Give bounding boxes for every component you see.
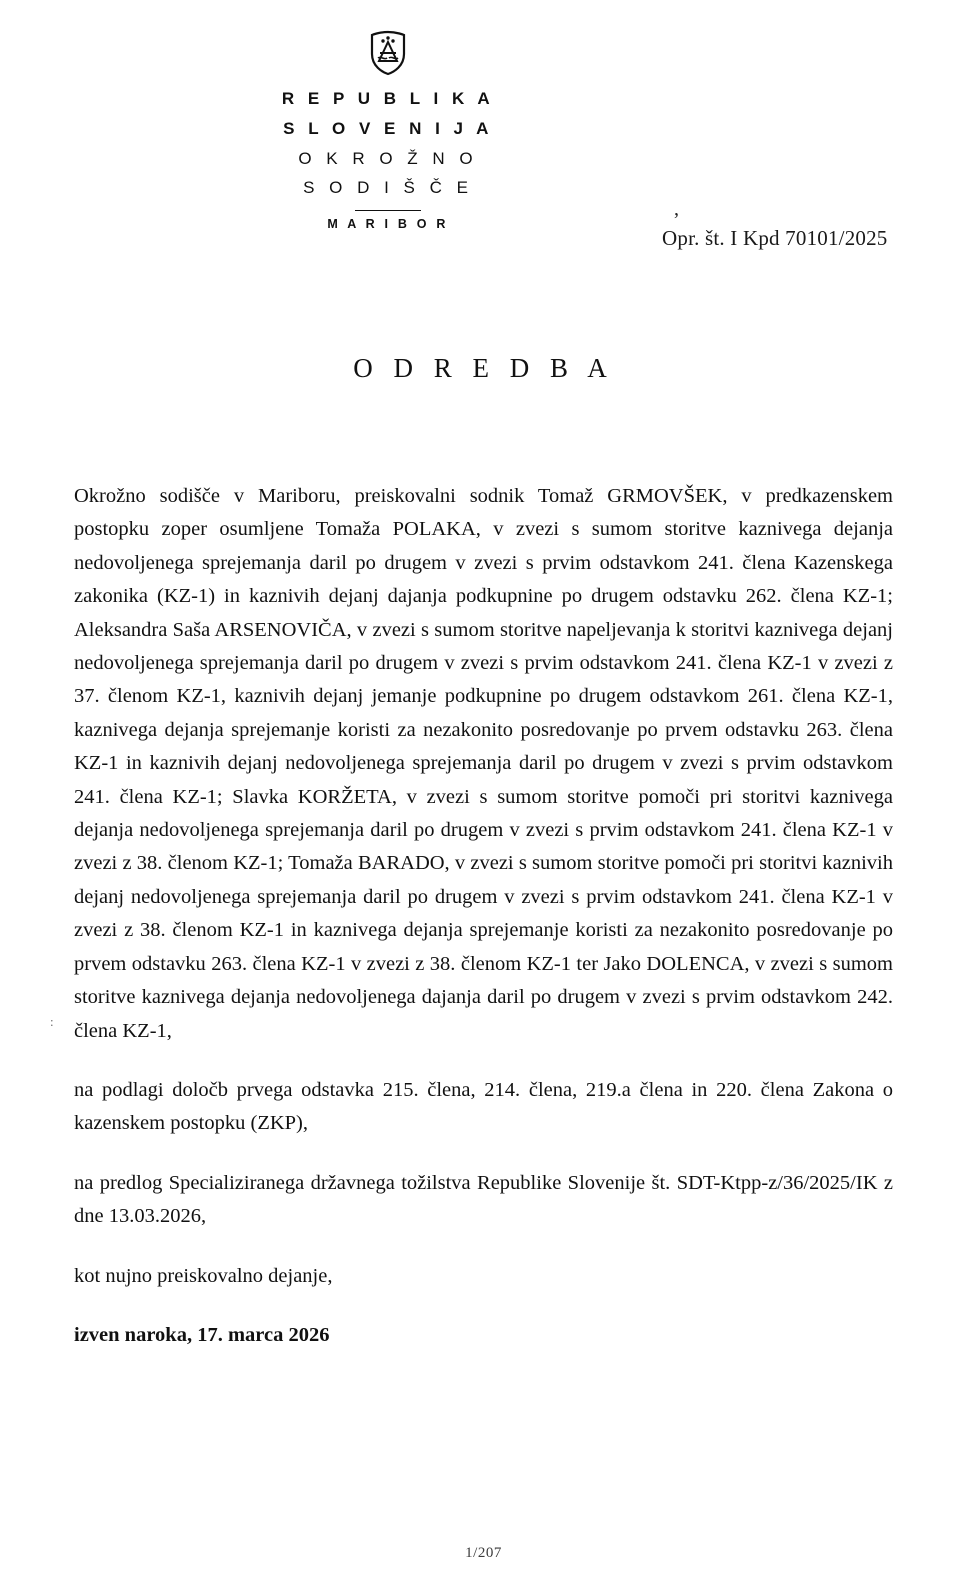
paragraph-urgent-act: kot nujno preiskovalno dejanje, (74, 1264, 333, 1287)
letterhead-city: M A R I B O R (327, 217, 449, 231)
letterhead (74, 30, 893, 251)
paragraph-session-date: izven naroka, 17. marca 2026 (74, 1323, 330, 1346)
page-footer (0, 1545, 967, 1562)
document-body (74, 480, 893, 1352)
paragraph-parties: Okrožno sodišče v Mariboru, preiskovalni sodnik Tomaž GRMOVŠEK, v predkazenskem postopku zoper osumljene Tomaža POLAKA, v zvezi s sumom storitve kaznivega dejanja nedovoljenega sprejemanja daril po drugem v zvezi s prvim odstavkom 241. člena Kazenskega zakonika (KZ-1) in kaznivih dejanj dajanja podkupnine po drugem odstavku 262. člena KZ-1; Aleksandra Saša ARSENOVIČA, v zvezi s sumom storitve napeljevanja k storitvi kaznivega dejanj nedovoljenega sprejemanja daril po drugem v zvezi s prvim odstavkom 241. člena KZ-1 v zvezi z 37. členom KZ-1, kaznivih dejanj jemanje podkupnine po drugem odstavkom 261. člena KZ-1, kaznivega dejanja sprejemanje koristi za nezakonito posredovanje po prvem odstavku 263. člena KZ-1 in kaznivih dejanj nedovoljenega sprejemanja daril po drugem v zvezi s prvim odstavkom 241. člena KZ-1; Slavka KORŽETA, v zvezi s sumom storitve pomoči pri storitvi kaznivega dejanja nedovoljenega sprejemanja daril po drugem v zvezi s prvim odstavkom 241. člena KZ-1 v zvezi z 38. členom KZ-1; Tomaža BARADO, v zvezi s sumom storitve pomoči pri storitvi kaznivih dejanj nedovoljenega sprejemanja daril po drugem v zvezi s prvim odstavkom 241. člena KZ-1 v zvezi z 38. členom KZ-1 in kaznivega dejanja sprejemanje koristi za nezakonito posredovanje po prvem odstavku 263. člena KZ-1 v zvezi z 38. členom KZ-1 ter Jako DOLENCA, v zvezi s sumom storitve kaznivega dejanja nedovoljenega dajanja daril po drugem v zvezi s prvim odstavkom 242. člena KZ-1, (74, 485, 893, 1042)
letterhead-line-okrozno: O K R O Ž N O (298, 148, 478, 168)
page-title: O D R E D B A (353, 353, 614, 383)
letterhead-line-sodisce: S O D I Š Č E (303, 178, 473, 198)
letterhead-line-slovenija: S L O V E N I J A (283, 118, 493, 138)
court-identity-block (128, 30, 648, 231)
case-reference-number: Opr. št. I Kpd 70101/2025 (662, 226, 888, 250)
stray-comma-mark: , (674, 198, 679, 220)
slovenia-coat-of-arms-icon (368, 30, 408, 74)
letterhead-divider (355, 210, 421, 211)
margin-annotation-mark: : (50, 1014, 54, 1029)
paragraph-proposal: na predlog Specializiranega državnega tožilstva Republike Slovenije št. SDT-Ktpp-z/36/2025/IK z dne 13.03.2026, (74, 1171, 893, 1228)
reference-block (648, 30, 893, 251)
paragraph-legal-basis: na podlagi določb prvega odstavka 215. člena, 214. člena, 219.a člena in 220. člena Zakona o kazenskem postopku (ZKP), (74, 1078, 893, 1135)
page-number: 1/207 (465, 1545, 502, 1561)
letterhead-line-republika: R E P U B L I K A (281, 89, 495, 108)
